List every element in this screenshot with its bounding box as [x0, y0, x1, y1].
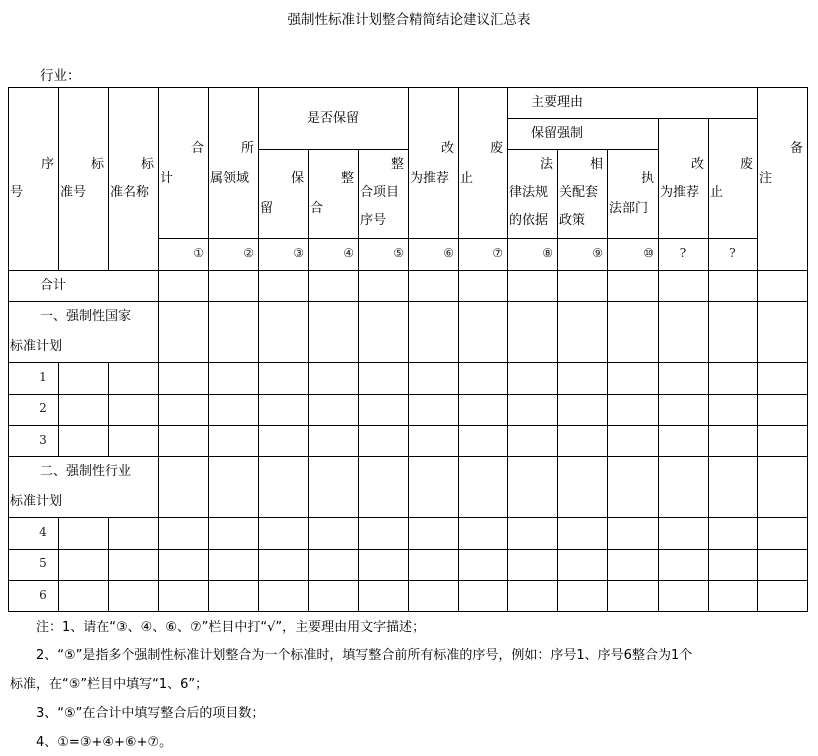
col-index-8: ⑧: [542, 246, 553, 260]
row-serial-3: 3: [39, 433, 47, 447]
hdr-reason-c-1: 执: [640, 171, 654, 186]
row-total-label: 合计: [40, 278, 67, 293]
hdr-stdname-2: 准名称: [110, 185, 150, 200]
col-index-3: ③: [293, 246, 304, 260]
hdr-reason-change-1: 改: [690, 157, 704, 172]
note-3: 3、“⑤”在合计中填写整合后的项目数；: [36, 706, 265, 721]
hdr-main-reason: 主要理由: [530, 95, 583, 110]
hdr-keep-a-1: 保: [290, 171, 304, 186]
col-index-9: ⑨: [592, 246, 603, 260]
hdr-keep-c-1: 整: [390, 157, 404, 172]
hdr-stdname-1: 标: [140, 157, 154, 172]
col-index-12: ?: [729, 246, 736, 260]
hdr-reason-change-2: 为推荐: [660, 185, 700, 200]
row-serial-5: 5: [39, 556, 47, 570]
hdr-reason-a-1: 法: [539, 157, 553, 172]
hdr-reason-a-2: 律法规: [509, 185, 549, 200]
page-title: 强制性标准计划整合精简结论建议汇总表: [287, 12, 531, 28]
hdr-serial-2: 号: [10, 185, 24, 200]
col-index-1: ①: [193, 246, 204, 260]
col-index-4: ④: [343, 246, 354, 260]
hdr-keep-c-2: 合项目: [360, 185, 400, 200]
hdr-serial-1: 序: [40, 157, 54, 172]
hdr-keep-c-3: 序号: [360, 213, 387, 228]
section-national-1: 一、强制性国家: [40, 309, 132, 324]
hdr-reason-b-3: 政策: [559, 213, 586, 228]
hdr-change-2: 为推荐: [410, 171, 450, 186]
row-serial-1: 1: [39, 370, 47, 384]
note-4: 4、①=③+④+⑥+⑦。: [36, 735, 173, 750]
col-index-2: ②: [243, 246, 254, 260]
row-serial-2: 2: [39, 401, 47, 415]
col-index-10: ⑩: [643, 246, 654, 260]
col-index-7: ⑦: [492, 246, 503, 260]
industry-label: 行业：: [40, 68, 81, 84]
hdr-domain-1: 所: [240, 141, 254, 156]
section-national-2: 标准计划: [10, 339, 63, 354]
col-index-5: ⑤: [393, 246, 404, 260]
hdr-note-2: 注: [759, 171, 773, 186]
row-serial-6: 6: [39, 588, 47, 602]
hdr-reason-abolish-2: 止: [710, 185, 724, 200]
hdr-keep-mandatory: 保留强制: [530, 126, 583, 141]
hdr-stdno-2: 准号: [60, 185, 87, 200]
hdr-reason-b-1: 相: [589, 157, 603, 172]
hdr-abolish-1: 废: [489, 141, 503, 156]
hdr-keep-a-2: 留: [260, 201, 274, 216]
hdr-change-1: 改: [440, 141, 454, 156]
hdr-total-2: 计: [160, 171, 174, 186]
hdr-keep-b-2: 合: [310, 201, 324, 216]
hdr-reason-c-2: 法部门: [609, 201, 649, 216]
col-index-6: ⑥: [443, 246, 454, 260]
note-1: 注：1、请在“③、④、⑥、⑦”栏目中打“√”，主要理由用文字描述；: [36, 620, 426, 635]
row-serial-4: 4: [39, 525, 47, 539]
col-index-11: ?: [679, 246, 687, 260]
hdr-domain-2: 属领域: [210, 171, 250, 186]
note-2-cont: 标准，在“⑤”栏目中填写“1、6”；: [10, 677, 209, 692]
hdr-note-1: 备: [789, 141, 803, 156]
section-industry-1: 二、强制性行业: [40, 464, 132, 479]
hdr-reason-b-2: 关配套: [559, 185, 599, 200]
hdr-keep-group: 是否保留: [306, 111, 359, 126]
hdr-reason-a-3: 的依据: [509, 213, 549, 228]
section-industry-2: 标准计划: [10, 494, 63, 509]
hdr-total-1: 合: [190, 141, 204, 156]
note-2: 2、“⑤”是指多个强制性标准计划整合为一个标准时，填写整合前所有标准的序号，例如：序号1、序号6整合为1个: [36, 648, 693, 663]
hdr-keep-b-1: 整: [340, 171, 354, 186]
hdr-stdno-1: 标: [90, 157, 104, 172]
hdr-reason-abolish-1: 废: [739, 157, 753, 172]
hdr-abolish-2: 止: [460, 171, 474, 186]
